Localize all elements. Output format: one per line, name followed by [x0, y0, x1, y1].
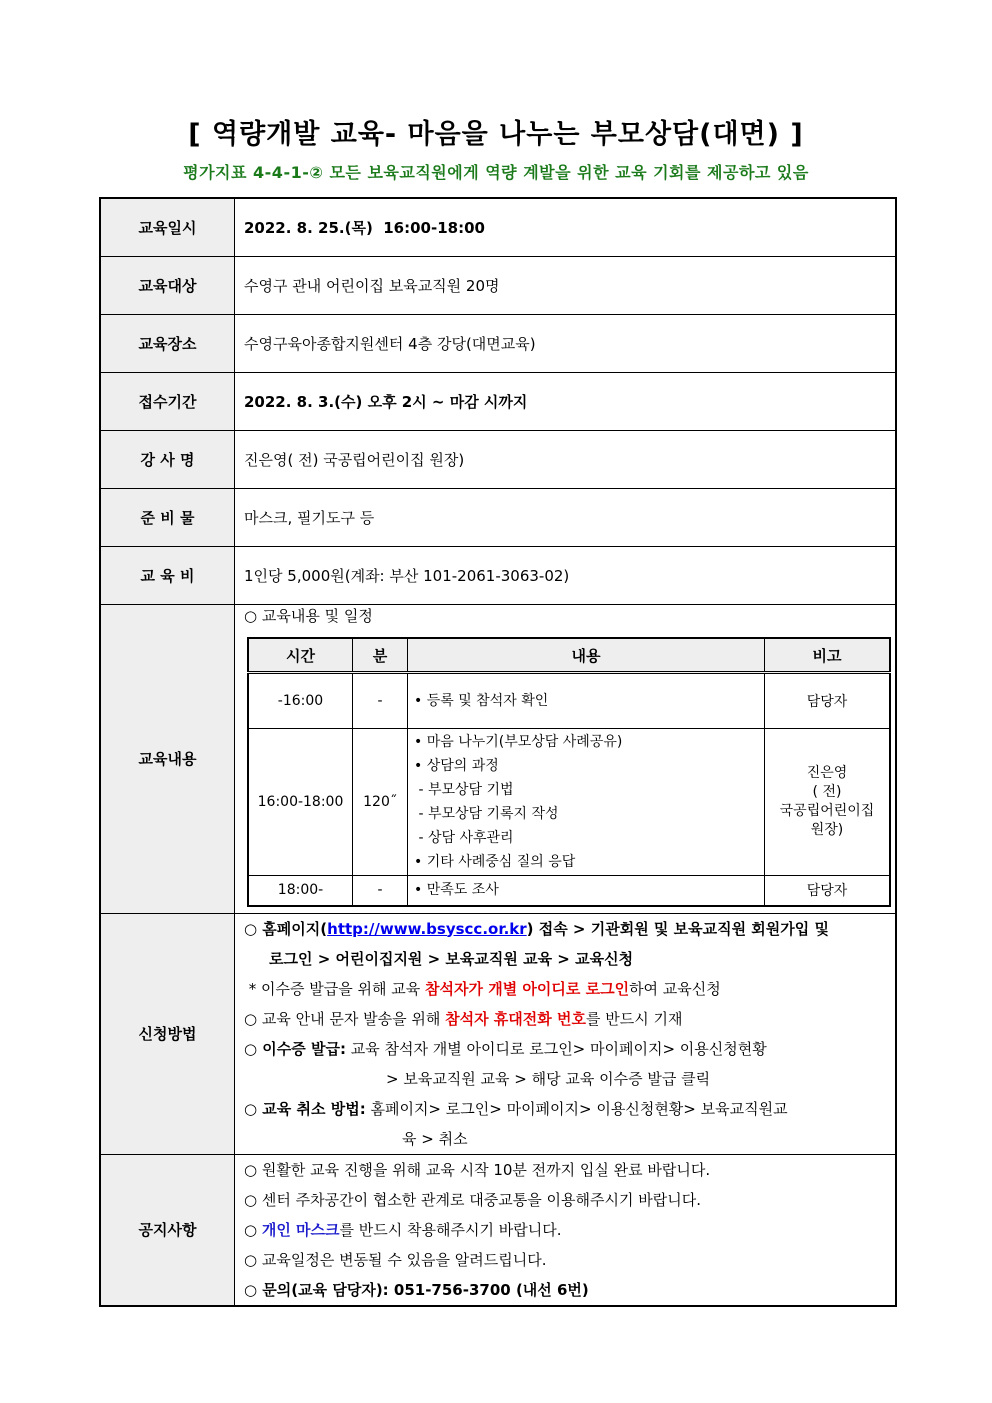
apply-text: 를 반드시 기재 [585, 1009, 683, 1028]
schedule-content: • 등록 및 참석자 확인 [408, 673, 765, 729]
apply-text: 하여 교육신청 [629, 979, 721, 998]
schedule-min: 120˝ [353, 729, 408, 876]
apply-line-7 [244, 1094, 889, 1124]
apply-line-8: 육 > 취소 [402, 1129, 468, 1148]
label-content: 교육내용 [100, 605, 235, 914]
page-title: [ 역량개발 교육- 마음을 나누는 부모상담(대면) ] [188, 119, 804, 150]
schedule-line: • 기타 사례중심 질의 응답 [414, 854, 576, 870]
schedule-min: - [353, 876, 408, 906]
schedule-table [247, 637, 891, 907]
row-instructor [100, 431, 896, 489]
notice-line: ○ 센터 주차공간이 협소한 관계로 대중교통을 이용해주시기 바랍니다. [244, 1190, 701, 1209]
apply-highlight: 참석자 휴대전화 번호 [445, 1009, 586, 1028]
row-place [100, 315, 896, 373]
schedule-line: • 상담의 과정 [414, 758, 499, 774]
notice-line [244, 1215, 895, 1245]
value-target: 수영구 관내 어린이집 보육교직원 20명 [235, 257, 897, 315]
apply-label: ○ 교육 취소 방법: [244, 1099, 366, 1118]
row-fee [100, 547, 896, 605]
row-apply [100, 913, 896, 1154]
value-notice [235, 1154, 897, 1306]
value-instructor: 진은영( 전) 국공립어린이집 원장) [235, 431, 897, 489]
apply-line-6: > 보육교직원 교육 > 해당 교육 이수증 발급 클릭 [386, 1069, 711, 1088]
apply-text: * 이수증 발급을 위해 교육 [244, 979, 426, 998]
note-line: 진은영 [806, 765, 848, 781]
value-content [235, 605, 897, 914]
row-supplies [100, 489, 896, 547]
schedule-time: -16:00 [248, 673, 353, 729]
header-min: 분 [353, 638, 408, 673]
note-line: 국공립어린이집 [779, 803, 875, 819]
schedule-note: 담당자 [765, 673, 891, 729]
label-apply: 신청방법 [100, 913, 235, 1154]
header-content: 내용 [408, 638, 765, 673]
schedule-time: 18:00- [248, 876, 353, 906]
notice-text: ○ [244, 1220, 262, 1239]
value-apply [235, 913, 897, 1154]
row-target [100, 257, 896, 315]
row-notice [100, 1154, 896, 1306]
label-fee: 교 육 비 [100, 547, 235, 605]
value-supplies: 마스크, 필기도구 등 [235, 489, 897, 547]
note-line: 원장) [810, 822, 844, 838]
label-supplies: 준 비 물 [100, 489, 235, 547]
value-place: 수영구육아종합지원센터 4층 강당(대면교육) [235, 315, 897, 373]
schedule-line: - 부모상담 기록지 작성 [414, 806, 559, 822]
label-target: 교육대상 [100, 257, 235, 315]
homepage-link[interactable]: http://www.bsyscc.or.kr [327, 919, 527, 938]
notice-line: ○ 교육일정은 변동될 수 있음을 알려드립니다. [244, 1250, 547, 1269]
row-date [100, 198, 896, 257]
apply-line-4 [244, 1004, 889, 1034]
header-note: 비고 [765, 638, 891, 673]
label-period: 접수기간 [100, 373, 235, 431]
label-instructor: 강 사 명 [100, 431, 235, 489]
schedule-content: • 만족도 조사 [408, 876, 765, 906]
note-line: ( 전) [812, 784, 842, 800]
apply-text: ) 접속 > 기관회원 및 보육교직원 회원가입 및 [526, 919, 829, 938]
content-heading: ○ 교육내용 및 일정 [244, 607, 373, 625]
value-period: 2022. 8. 3.(수) 오후 2시 ~ 마감 시까지 [235, 373, 897, 431]
row-content [100, 605, 896, 914]
schedule-line: • 마음 나누기(부모상담 사례공유) [414, 734, 623, 750]
schedule-min: - [353, 673, 408, 729]
schedule-row [248, 673, 890, 729]
schedule-note [765, 729, 891, 876]
notice-contact: ○ 문의(교육 담당자): 051-756-3700 (내선 6번) [244, 1280, 589, 1299]
schedule-time: 16:00-18:00 [248, 729, 353, 876]
notice-highlight: 개인 마스크 [261, 1220, 340, 1239]
info-table [99, 197, 897, 1307]
apply-line-5 [244, 1034, 889, 1064]
schedule-line: - 상담 사후관리 [414, 830, 514, 846]
schedule-content [408, 729, 765, 876]
page-subtitle: 평가지표 4-4-1-② 모든 보육교직원에게 역량 계발을 위한 교육 기회를 제공하고 있음 [183, 163, 809, 182]
apply-text: ○ 교육 안내 문자 발송을 위해 [244, 1009, 446, 1028]
value-fee: 1인당 5,000원(계좌: 부산 101-2061-3063-02) [235, 547, 897, 605]
notice-line: ○ 원활한 교육 진행을 위해 교육 시작 10분 전까지 입실 완료 바랍니다. [244, 1160, 711, 1179]
apply-line-1 [244, 914, 889, 944]
schedule-row [248, 876, 890, 906]
apply-highlight: 참석자가 개별 아이디로 로그인 [425, 979, 630, 998]
schedule-line: - 부모상담 기법 [414, 782, 514, 798]
value-date: 2022. 8. 25.(목) 16:00-18:00 [235, 198, 897, 257]
label-date: 교육일시 [100, 198, 235, 257]
row-period [100, 373, 896, 431]
label-place: 교육장소 [100, 315, 235, 373]
notice-text: 를 반드시 착용해주시기 바랍니다. [339, 1220, 562, 1239]
apply-text: ○ 홈페이지( [244, 919, 328, 938]
schedule-row [248, 729, 890, 876]
label-notice: 공지사항 [100, 1154, 235, 1306]
schedule-note: 담당자 [765, 876, 891, 906]
apply-line-3 [244, 974, 889, 1004]
apply-text: 홈페이지> 로그인> 마이페이지> 이용신청현황> 보육교직원교 [365, 1099, 788, 1118]
header-time: 시간 [248, 638, 353, 673]
apply-text: 교육 참석자 개별 아이디로 로그인> 마이페이지> 이용신청현황 [345, 1039, 767, 1058]
apply-label: ○ 이수증 발급: [244, 1039, 346, 1058]
apply-line-2: 로그인 > 어린이집지원 > 보육교직원 교육 > 교육신청 [269, 949, 634, 968]
